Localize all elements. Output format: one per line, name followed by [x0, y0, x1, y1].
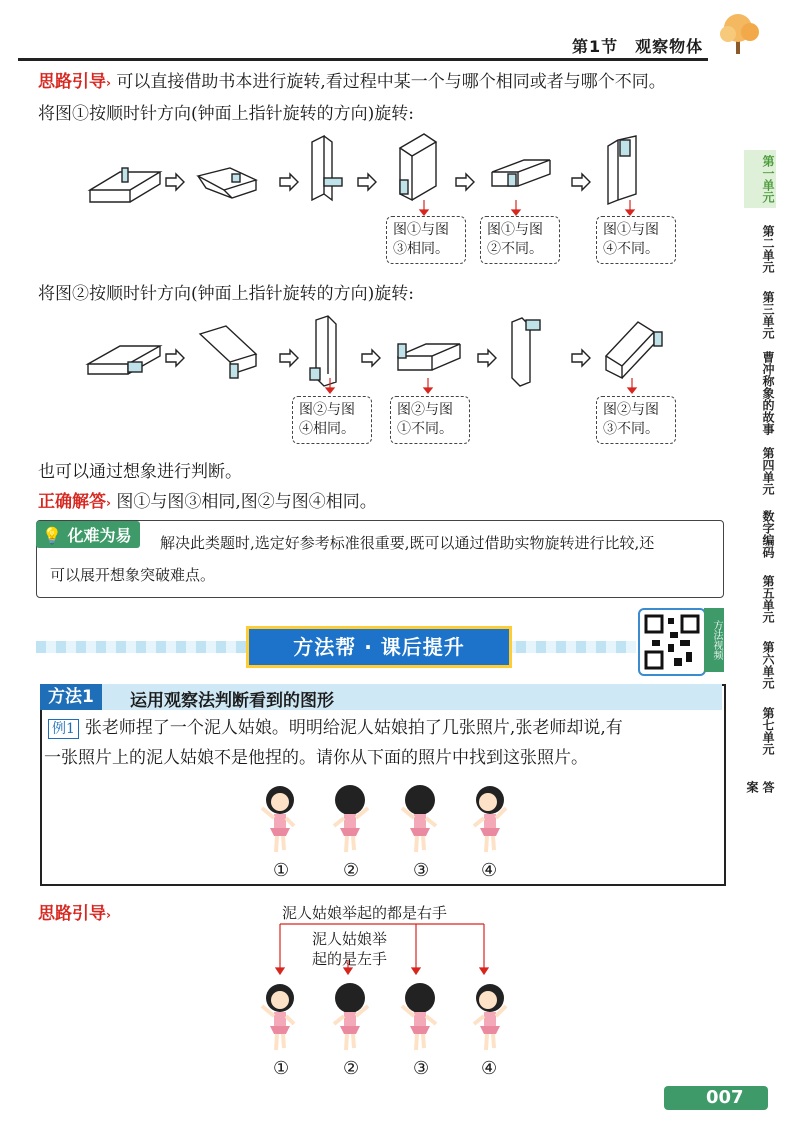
page-title: 第1节 观察物体 — [572, 37, 704, 56]
method-title: 运用观察法判断看到的图形 — [130, 691, 334, 711]
bulb-icon: 💡 — [42, 526, 62, 545]
tip-text-line1: 解决此类题时,选定好参考标准很重要,既可以通过借助实物旋转进行比较,还 — [160, 534, 655, 552]
qr-tag: 方法视频 — [704, 608, 724, 672]
example-badge: 例1 — [48, 719, 79, 739]
tip-text-line2: 可以展开想象突破难点。 — [50, 566, 216, 584]
girl-figure-answer-3 — [402, 983, 436, 1050]
rotation1-note-2: 图①与图②不同。 — [480, 216, 560, 264]
tip-badge — [36, 521, 140, 548]
header-rule — [18, 58, 708, 61]
girl-figure-2 — [334, 785, 368, 852]
tip-label: 化难为易 — [67, 526, 132, 545]
photo-number-1: ① — [273, 860, 290, 881]
rotation2-note-1: 图②与图④相同。 — [292, 396, 372, 444]
example-line2: 一张照片上的泥人姑娘不是他捏的。请你从下面的照片中找到这张照片。 — [44, 748, 588, 768]
answer-text: 图①与图③相同,图②与图④相同。 — [116, 492, 377, 512]
left-hand-caption-2: 起的是左手 — [312, 950, 388, 968]
qr-code-icon[interactable] — [638, 608, 706, 676]
sidebar-item-unit6[interactable]: 第六单元 — [761, 641, 775, 689]
hint-text: 可以直接借助书本进行旋转,看过程中某一个与哪个相同或者与哪个不同。 — [116, 72, 666, 92]
right-hand-caption: 泥人姑娘举起的都是右手 — [282, 904, 448, 922]
girl-figure-answer-2 — [334, 983, 368, 1050]
tree-decoration-icon — [714, 10, 764, 56]
girl-figure-1 — [262, 786, 294, 852]
answer-number-4: ④ — [481, 1058, 498, 1079]
rotation2-note-3: 图②与图③不同。 — [596, 396, 676, 444]
rotation2-title: 将图②按顺时针方向(钟面上指针旋转的方向)旋转: — [38, 284, 414, 304]
sidebar-item-story[interactable]: 曹冲称象的故事 — [761, 351, 775, 435]
rotation1-note-1: 图①与图③相同。 — [386, 216, 466, 264]
photo-number-3: ③ — [413, 860, 430, 881]
example-line1 — [48, 716, 718, 740]
answer-label: 正确解答 — [38, 492, 106, 512]
imagine-text: 也可以通过想象进行判断。 — [38, 462, 242, 482]
answer-line: 正确解答› 图①与图③相同,图②与图④相同。 — [38, 492, 377, 512]
rotation2-arrows — [300, 378, 680, 394]
photo-number-2: ② — [343, 860, 360, 881]
section-banner: 方法帮 · 课后提升 — [246, 626, 512, 668]
girl-figure-4 — [474, 786, 506, 852]
answer-number-3: ③ — [413, 1058, 430, 1079]
rotation1-title: 将图①按顺时针方向(钟面上指针旋转的方向)旋转: — [38, 104, 414, 124]
sidebar-item-answers[interactable]: 答 案 — [745, 781, 775, 805]
page-number: 007 — [706, 1087, 744, 1108]
hint2-label: 思路引导 — [38, 904, 106, 924]
sidebar-item-unit3[interactable]: 第三单元 — [761, 291, 775, 339]
girl-figures-answer — [250, 978, 530, 1058]
rotation1-diagram — [80, 128, 700, 208]
hint-label: 思路引导 — [38, 72, 106, 92]
left-hand-caption-1: 泥人姑娘举 — [312, 930, 388, 948]
example-text-1: 张老师捏了一个泥人姑娘。明明给泥人姑娘拍了几张照片,张老师却说,有 — [84, 718, 623, 738]
hint-line: 思路引导› 可以直接借助书本进行旋转,看过程中某一个与哪个相同或者与哪个不同。 — [38, 72, 666, 92]
answer-number-1: ① — [273, 1058, 290, 1079]
answer-number-2: ② — [343, 1058, 360, 1079]
hint2-line: 思路引导› — [38, 904, 111, 924]
hint2-connectors — [260, 920, 500, 980]
method-badge: 方法1 — [40, 684, 102, 710]
girl-figures-question — [250, 780, 530, 860]
rotation2-note-2: 图②与图①不同。 — [390, 396, 470, 444]
sidebar-item-coding[interactable]: 数字编码 — [761, 510, 775, 558]
sidebar-item-unit4[interactable]: 第四单元 — [761, 447, 775, 495]
sidebar-item-unit2[interactable]: 第二单元 — [761, 225, 775, 273]
sidebar-item-unit7[interactable]: 第七单元 — [761, 707, 775, 755]
photo-number-4: ④ — [481, 860, 498, 881]
rotation1-arrows — [388, 200, 678, 216]
girl-figure-answer-4 — [474, 984, 506, 1050]
rotation1-note-3: 图①与图④不同。 — [596, 216, 676, 264]
girl-figure-3 — [402, 785, 436, 852]
sidebar-item-unit5[interactable]: 第五单元 — [761, 575, 775, 623]
sidebar-item-unit1[interactable]: 第一单元 — [744, 150, 776, 208]
rotation2-diagram — [80, 308, 700, 388]
girl-figure-answer-1 — [262, 984, 294, 1050]
